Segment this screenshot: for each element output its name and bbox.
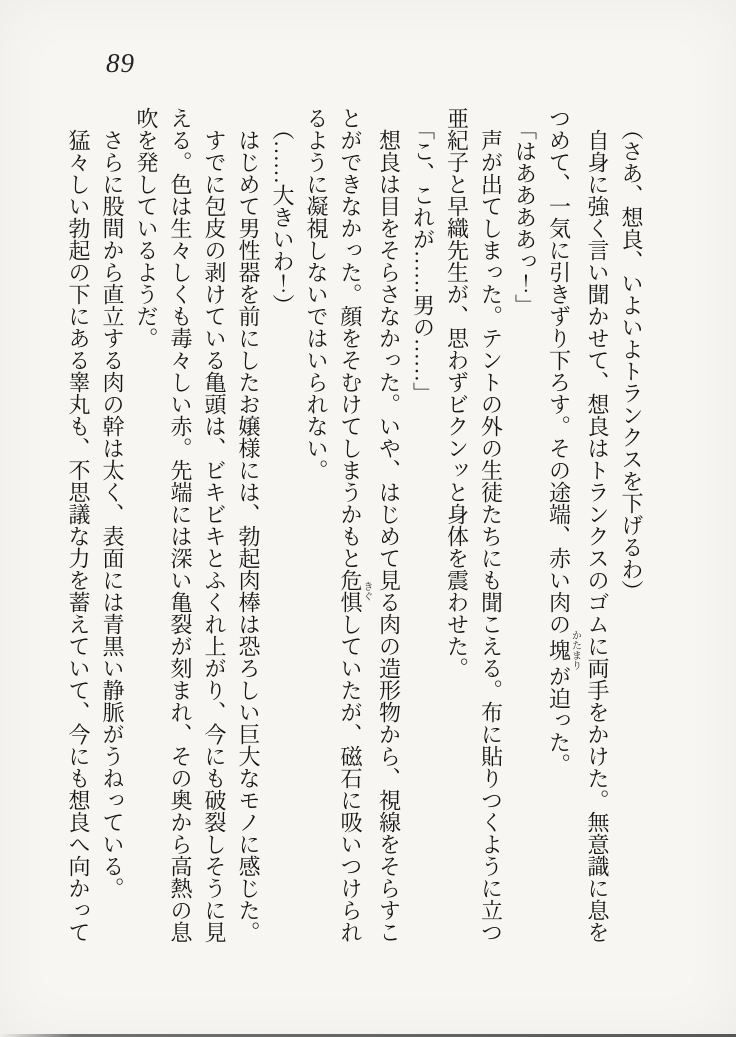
text-line: （……大きいわ！） — [270, 118, 295, 316]
text-line: 声が出てしまった。テントの外の生徒たちにも聞こえる。布に貼りつくように立つ — [478, 129, 504, 943]
page-number: 89 — [106, 48, 135, 78]
text-block — [61, 107, 648, 955]
text-line: はじめて男性器を前にしたお嬢様には、勃起肉棒は恐ろしい巨大なモノに感じた。 — [236, 129, 261, 943]
ruby-annotated-text: 危惧きぐ — [338, 569, 372, 613]
text-line: つめて、一気に引きずり下ろす。その途端、赤い肉の塊かたまりが迫った。 — [546, 107, 581, 775]
text-line: 「こ、これが……男の……」 — [410, 118, 436, 404]
text-line: とができなかった。顔をそむけてしまうかもと危惧きぐしていたが、磁石に吸いつけられ — [338, 107, 372, 943]
text-line: 亜紀子と早織先生が、思わずビクンッと身体を震わせた。 — [444, 107, 470, 679]
text-line: える。色は生々しくも毒々しい赤。先端には深い亀裂が刻まれ、その奥から高熱の息 — [168, 107, 193, 943]
text-line: 想良は目をそらさなかった。いや、はじめて見る肉の造形物から、視線をそらすこ — [376, 129, 402, 943]
text-line: すでに包皮の剥けている亀頭は、ビキビキとふくれ上がり、今にも破裂しそうに見 — [202, 129, 227, 943]
text-line: 吹を発しているようだ。 — [134, 107, 159, 349]
text-line: （さあ、想良、いよいよトランクスを下げるわ） — [619, 118, 644, 602]
text-line: るように凝視しないではいられない。 — [304, 107, 329, 481]
text-line: 「はああああっ！」 — [512, 118, 538, 316]
text-line: 猛々しい勃起の下にある睾丸も、不思議な力を蓄えていて、今にも想良へ向かって — [66, 129, 91, 943]
text-line: 自身に強く言い聞かせて、想良はトランクスのゴムに両手をかけた。無意識に息を — [585, 129, 610, 943]
ruby-annotated-text: 塊かたまり — [546, 630, 581, 670]
text-line: さらに股間から直立する肉の幹は太く、表面には青黒い静脈がうねっている。 — [100, 129, 125, 899]
